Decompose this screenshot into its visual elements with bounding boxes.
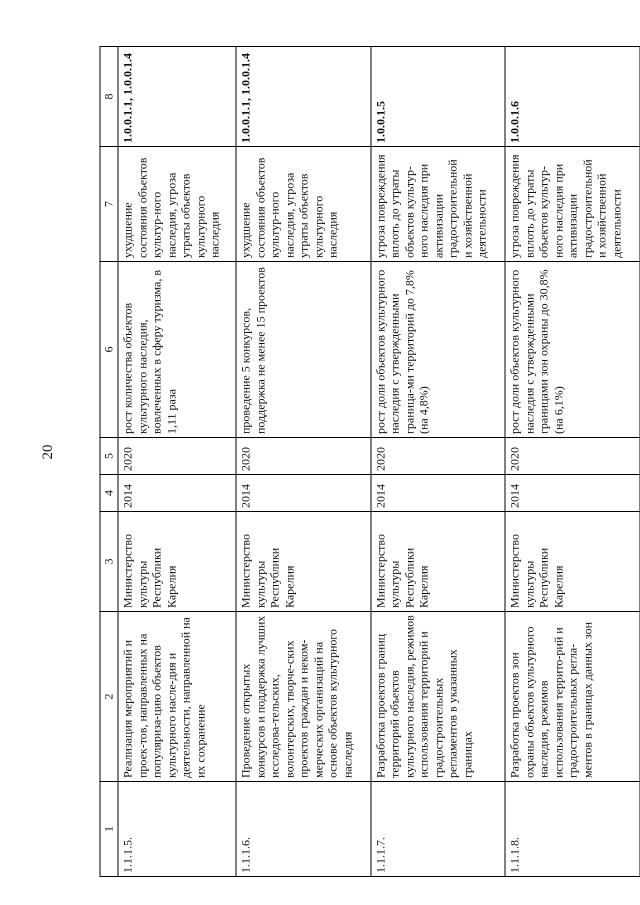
indicator-link: 1.0.0.1.1, 1.0.0.1.4 (236, 47, 371, 147)
header-col-6: 6 (100, 262, 118, 438)
start-year: 2014 (118, 475, 236, 512)
indicator-link: 1.0.0.1.1, 1.0.0.1.4 (118, 47, 236, 147)
table-row (505, 47, 640, 877)
consequences: угроза повреждения вплоть до утраты объектов культур-ного наследия при активизации градостроительной и хозяйственной деятельности (371, 147, 506, 262)
table-row (118, 47, 236, 877)
indicator-link: 1.0.0.1.6 (505, 47, 640, 147)
expected-result: рост доли объектов культурного наследия с утвержденными границами зон охраны до 30,8% (на 6,1%) (505, 262, 640, 438)
indicator-link: 1.0.0.1.5 (371, 47, 506, 147)
executor: Министерство культуры Республики Карелия (371, 512, 506, 612)
executor: Министерство культуры Республики Карелия (236, 512, 371, 612)
end-year: 2020 (118, 438, 236, 475)
header-row (100, 47, 118, 877)
header-col-8: 8 (100, 47, 118, 147)
expected-result: рост доли объектов культурного наследия с утвержденными граница-ми территорий до 7,8% (на 4,8%) (371, 262, 506, 438)
executor: Министерство культуры Республики Карелия (505, 512, 640, 612)
header-col-7: 7 (100, 147, 118, 262)
consequences: ухудшение состояния объектов культур-ного наследия, угроза утраты объектов культурного наследия (118, 147, 236, 262)
consequences: ухудшение состояния объектов культур-ного наследия, угроза утраты объектов культурного наследия (236, 147, 371, 262)
expected-result: рост количества объектов культурного наследия, вовлеченных в сферу туризма, в 1,11 раза (118, 262, 236, 438)
consequences: угроза повреждения вплоть до утраты объектов культур-ного наследия при активизации градостроительной и хозяйственной деятельности (505, 147, 640, 262)
start-year: 2014 (236, 475, 371, 512)
end-year: 2020 (371, 438, 506, 475)
header-col-4: 4 (100, 475, 118, 512)
row-number: 1.1.1.5. (118, 782, 236, 877)
measures-table (100, 46, 640, 877)
header-col-1: 1 (100, 782, 118, 877)
measure-name: Разработка проектов зон охраны объектов культурного наследия, режимов использования террито-рий и градостроительных регла-ментов в границах данных зон (505, 612, 640, 782)
header-col-2: 2 (100, 612, 118, 782)
header-col-5: 5 (100, 438, 118, 475)
page-number: 20 (40, 444, 56, 460)
row-number: 1.1.1.7. (371, 782, 506, 877)
start-year: 2014 (371, 475, 506, 512)
measure-name: Разработка проектов границ территорий объектов культурного наследия, режимов использования территорий и градостроительных регламентов в указанных границах (371, 612, 506, 782)
row-number: 1.1.1.8. (505, 782, 640, 877)
measure-name: Проведение открытых конкурсов и поддержка лучших исследова-тельских, волонтерских, творче-ских проектов граждан и неком-мерческих организаций на основе объектов культурного наследия (236, 612, 371, 782)
rotated-table-container (100, 47, 640, 877)
table-row (236, 47, 371, 877)
start-year: 2014 (505, 475, 640, 512)
row-number: 1.1.1.6. (236, 782, 371, 877)
expected-result: проведение 5 конкурсов, поддержка не менее 15 проектов (236, 262, 371, 438)
executor: Министерство культуры Республики Карелия (118, 512, 236, 612)
measure-name: Реализация мероприятий и проек-тов, направленных на популяриза-цию объектов культурного насле-дия и деятельности, направленной на их сохранение (118, 612, 236, 782)
end-year: 2020 (505, 438, 640, 475)
end-year: 2020 (236, 438, 371, 475)
table-row (371, 47, 506, 877)
header-col-3: 3 (100, 512, 118, 612)
